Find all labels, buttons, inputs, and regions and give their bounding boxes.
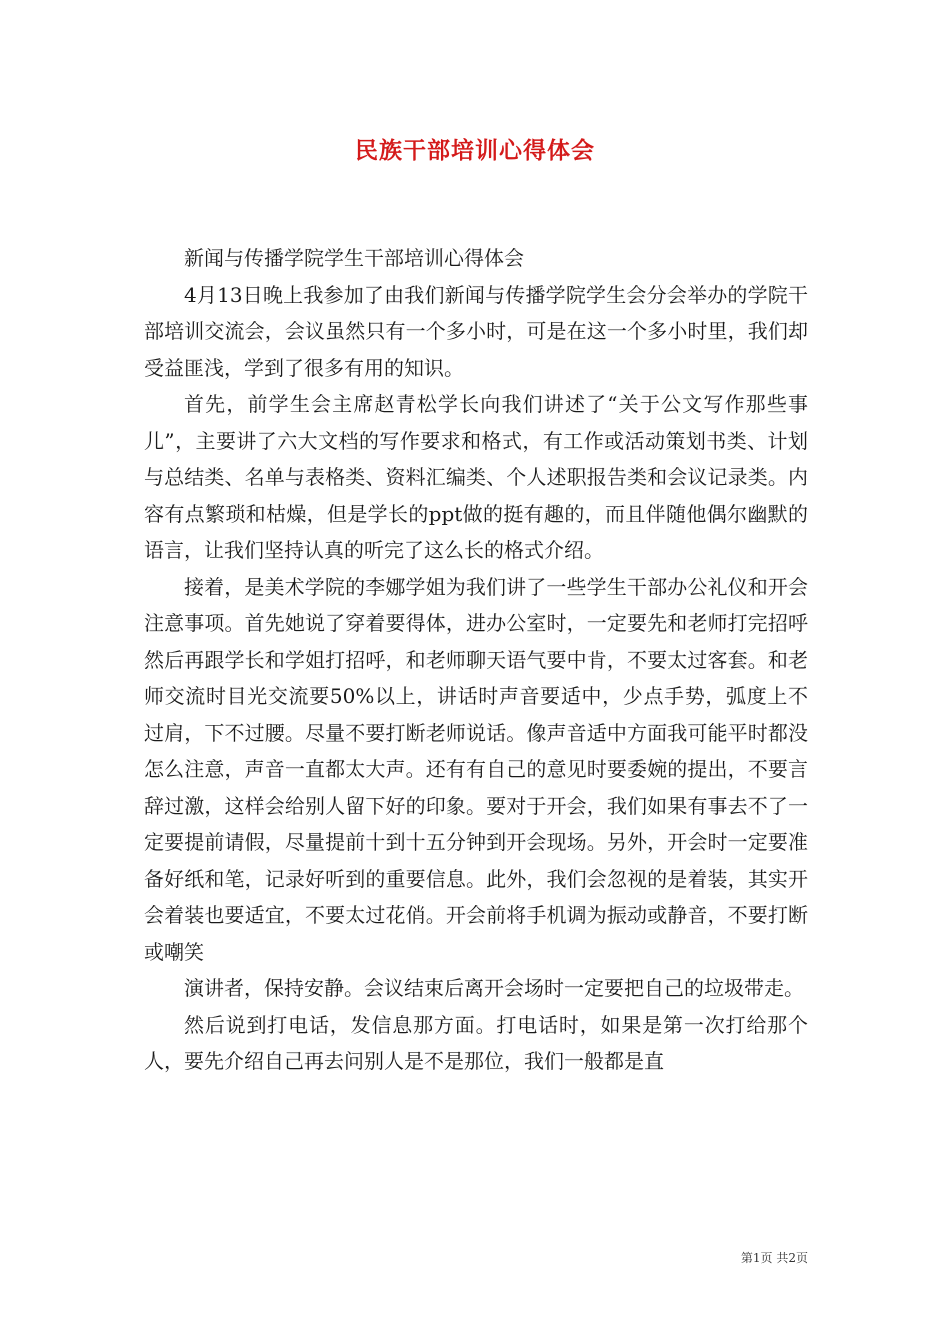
paragraph: 演讲者，保持安静。会议结束后离开会场时一定要把自己的垃圾带走。 [184,976,804,1000]
paragraph: 首先，前学生会主席赵青松学长向我们讲述了“关于公文写作那些事儿”，主要讲了六大文档的写作要求和格式，有工作或活动策划书类、计划与总结类、名单与表格类、资料汇编类、个人述职报告类和会议记录类。内容有点繁琐和枯燥，但是学长的ppt做的挺有趣的，而且伴随他偶尔幽默的语言，让我们坚持认真的听完了这么长的格式介绍。 [144,392,808,562]
paragraph: 接着，是美术学院的李娜学姐为我们讲了一些学生干部办公礼仪和开会注意事项。首先她说了穿着要得体，进办公室时，一定要先和老师打完招呼然后再跟学长和学姐打招呼，和老师聊天语气要中肯，不要太过客套。和老师交流时目光交流要50%以上，讲话时声音要适中，少点手势，弧度上不过肩，下不过腰。尽量不要打断老师说话。像声音适中方面我可能平时都没怎么注意，声音一直都太大声。还有有自己的意见时要委婉的提出，不要言辞过激，这样会给别人留下好的印象。要对于开会，我们如果有事去不了一定要提前请假，尽量提前十到十五分钟到开会现场。另外，开会时一定要准备好纸和笔，记录好听到的重要信息。此外，我们会忽视的是着装，其实开会着装也要适宜，不要太过花俏。开会前将手机调为振动或静音，不要打断或嘲笑 [144,574,808,964]
document-subtitle: 新闻与传播学院学生干部培训心得体会 [184,246,524,270]
paragraph: 然后说到打电话，发信息那方面。打电话时，如果是第一次打给那个人，要先介绍自己再去问别人是不是那位，我们一般都是直 [144,1012,808,1073]
document-body [144,240,808,1080]
paragraph: 4月13日晚上我参加了由我们新闻与传播学院学生会分会举办的学院干部培训交流会，会议虽然只有一个多小时，可是在这一个多小时里，我们却受益匪浅，学到了很多有用的知识。 [144,282,808,380]
document-title: 民族干部培训心得体会 [355,137,595,164]
page-number: 第1页 共2页 [740,1251,808,1265]
